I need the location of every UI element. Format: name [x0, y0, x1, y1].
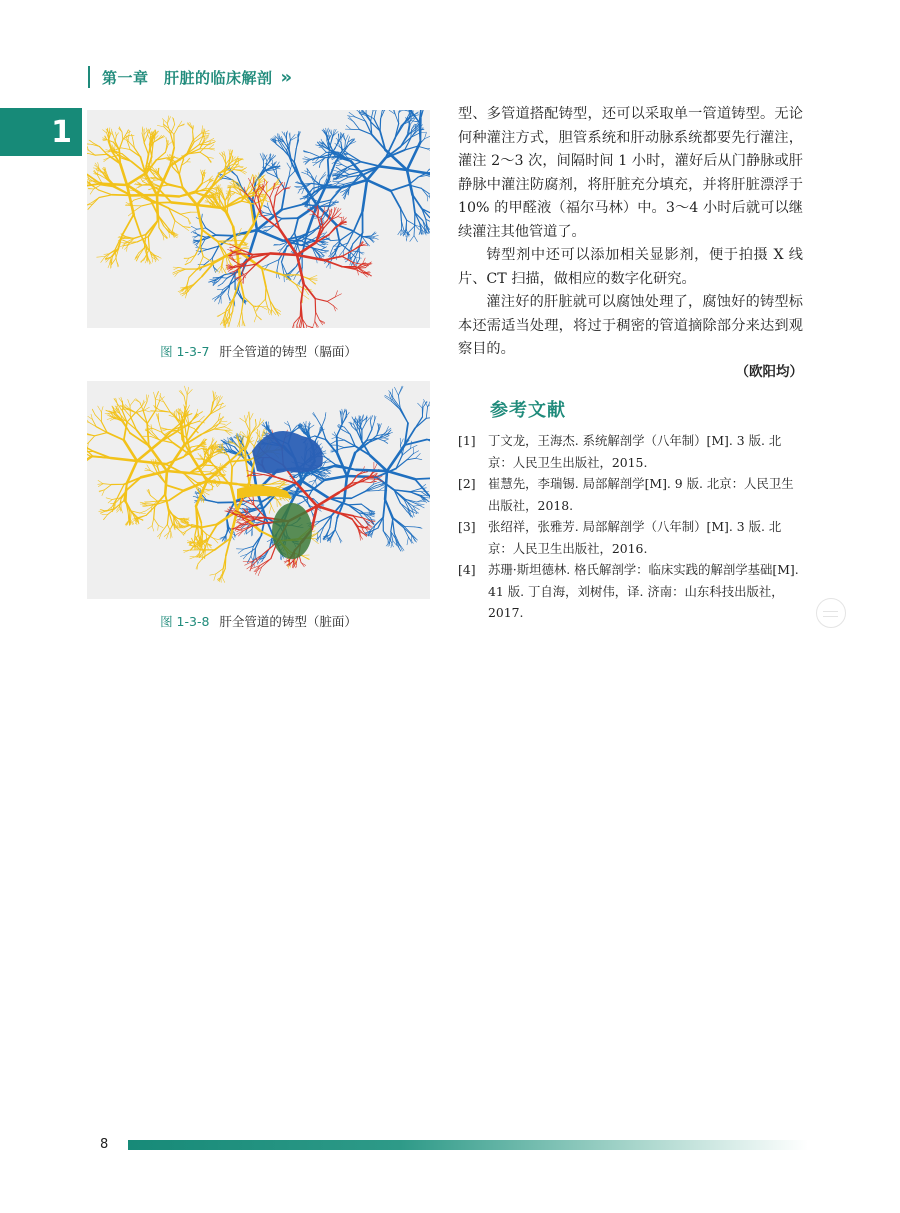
- liver-cast-image-diaphragmatic: [87, 110, 430, 328]
- reference-text: 丁文龙，王海杰. 系统解剖学（八年制）[M]. 3 版. 北京：人民卫生出版社，2015.: [488, 433, 782, 470]
- reference-number: [3]: [458, 519, 476, 534]
- references-heading: 参考文献: [490, 400, 566, 421]
- double-chevron-icon: »: [280, 66, 293, 88]
- paragraph: 型、多管道搭配铸型，还可以采取单一管道铸型。无论何种灌注方式，胆管系统和肝动脉系统都要先行灌注，灌注 2～3 次，间隔时间 1 小时，灌好后从门静脉或肝静脉中灌注防腐剂，将肝脏充分填充，并将肝脏漂浮于 10% 的甲醛液（福尔马林）中。3～4 小时后就可以继续灌注其他管道了。: [458, 106, 803, 240]
- chapter-title: 第一章 肝脏的临床解剖: [102, 68, 273, 87]
- reference-item: [458, 516, 803, 559]
- figure-liver-cast-visceral: [87, 381, 430, 599]
- figure-liver-cast-diaphragmatic: [87, 110, 430, 328]
- page-number: 8: [100, 1137, 109, 1152]
- author: （欧阳均）: [735, 364, 803, 380]
- figure-number: 图 1-3-8: [160, 614, 210, 629]
- reference-item: [458, 473, 803, 516]
- body-text: [458, 103, 803, 362]
- figure-caption: [87, 342, 430, 360]
- reference-text: 崔慧先，李瑞锡. 局部解剖学[M]. 9 版. 北京：人民卫生出版社，2018.: [488, 476, 794, 513]
- references-list: [458, 430, 803, 624]
- paragraph: 灌注好的肝脏就可以腐蚀处理了，腐蚀好的铸型标本还需适当处理，将过于稠密的管道摘除部分来达到观察目的。: [458, 294, 803, 357]
- reference-text: 苏珊·斯坦德林. 格氏解剖学：临床实践的解剖学基础[M]. 41 版. 丁自海，刘树伟，译. 济南：山东科技出版社，2017.: [488, 562, 799, 620]
- figure-number: 图 1-3-7: [160, 344, 210, 359]
- figure-caption-text: 肝全管道的铸型（脏面）: [219, 614, 357, 629]
- liver-cast-image-visceral: [87, 381, 430, 599]
- figure-caption: [87, 612, 430, 630]
- reference-text: 张绍祥，张雅芳. 局部解剖学（八年制）[M]. 3 版. 北京：人民卫生出版社，2016.: [488, 519, 782, 556]
- chapter-tab: 1: [0, 108, 82, 156]
- running-header: [88, 64, 348, 90]
- reference-number: [4]: [458, 562, 476, 577]
- reference-item: [458, 430, 803, 473]
- figure-caption-text: 肝全管道的铸型（膈面）: [219, 344, 357, 359]
- header-divider: [88, 66, 90, 88]
- reference-number: [1]: [458, 433, 476, 448]
- reference-number: [2]: [458, 476, 476, 491]
- reference-item: [458, 559, 803, 624]
- watermark-seal-icon: [816, 598, 846, 628]
- paragraph: 铸型剂中还可以添加相关显影剂，便于拍摄 X 线片、CT 扫描，做相应的数字化研究。: [458, 247, 803, 287]
- footer-gradient-bar: [128, 1140, 808, 1150]
